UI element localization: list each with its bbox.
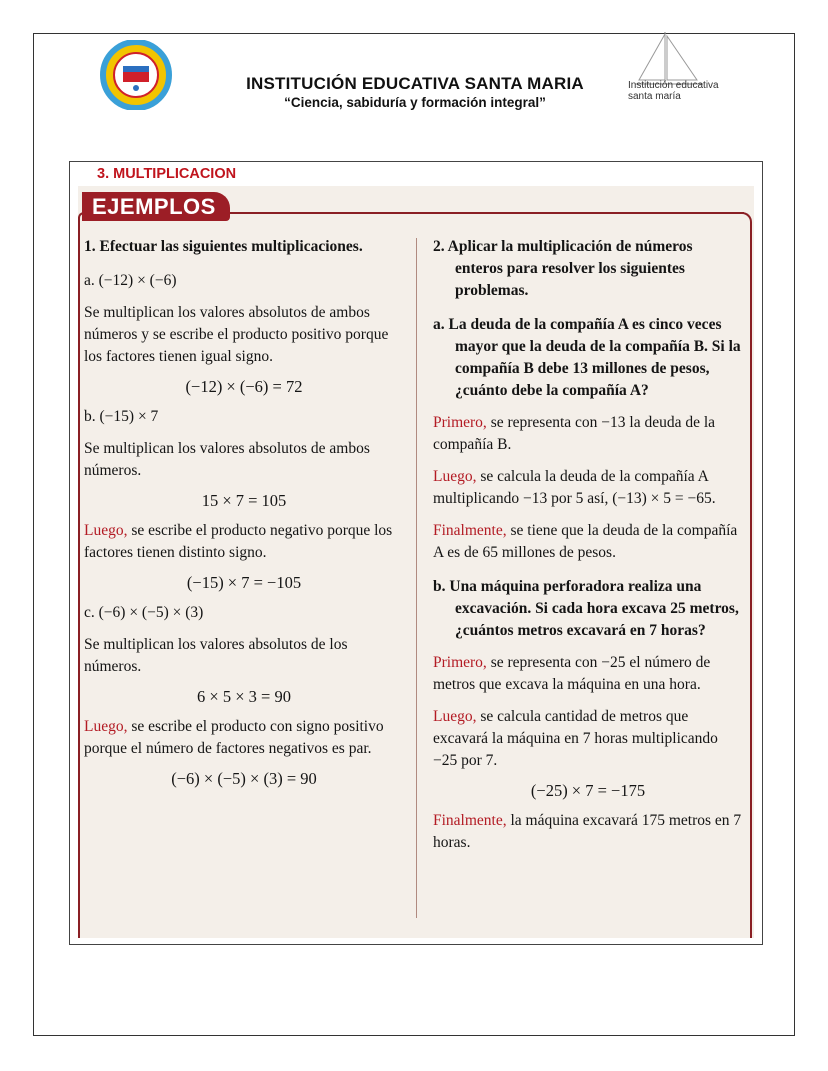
finalmente-label: Finalmente, xyxy=(433,522,507,539)
example-a-label: a. (−12) × (−6) xyxy=(84,272,177,289)
example-b-label: b. (−15) × 7 xyxy=(84,408,159,425)
primero-label: Primero, xyxy=(433,654,487,671)
school-title xyxy=(200,74,630,110)
question-2: 2. Aplicar la multiplicación de números enteros para resolver los siguientes problemas. xyxy=(433,238,693,299)
luego-label: Luego, xyxy=(84,522,128,539)
primero-label: Primero, xyxy=(433,414,487,431)
problem-b-step-3: Finalmente, la máquina excavará 175 metros en 7 horas. xyxy=(433,812,742,851)
frame-top-line xyxy=(188,212,744,214)
frame-right-edge xyxy=(742,212,752,938)
problem-b-equation: (−25) × 7 = −175 xyxy=(530,781,646,800)
example-b-text: Se multiplican los valores absolutos de ambos números. xyxy=(84,440,370,479)
example-c-text-2: Luego, se escribe el producto con signo positivo porque el número de factores negativos es par. xyxy=(84,718,384,757)
logo-right-caption: Institución educativa santa maría xyxy=(628,80,719,102)
left-column xyxy=(84,236,404,798)
problem-a-step-2: Luego, se calcula la deuda de la compañía A multiplicando −13 por 5 así, (−13) × 5 = −65. xyxy=(433,468,716,507)
problem-a: a. La deuda de la compañía A es cinco veces mayor que la deuda de la compañía B. Si la compañía B debe 13 millones de pesos, ¿cuánto debe la compañía A? xyxy=(433,316,741,399)
ejemplos-tab: EJEMPLOS xyxy=(82,192,230,221)
school-motto: “Ciencia, sabiduría y formación integral” xyxy=(284,95,546,110)
luego-label: Luego, xyxy=(433,708,477,725)
luego-label: Luego, xyxy=(433,468,477,485)
example-c-equation-2: (−6) × (−5) × (3) = 90 xyxy=(171,769,317,788)
problem-b-step-2: Luego, se calcula cantidad de metros que excavará la máquina en 7 horas multiplicando −25 por 7. xyxy=(433,708,718,769)
example-a-text: Se multiplican los valores absolutos de ambos números y se escribe el producto positivo porque los factores tienen igual signo. xyxy=(84,304,389,365)
example-b-equation-1: 15 × 7 = 105 xyxy=(201,491,287,510)
problem-b: b. Una máquina perforadora realiza una excavación. Si cada hora excava 25 metros, ¿cuántos metros excavará en 7 horas? xyxy=(433,578,739,639)
right-column xyxy=(433,236,743,854)
examples-scan xyxy=(78,186,754,938)
school-name: INSTITUCIÓN EDUCATIVA SANTA MARIA xyxy=(246,74,584,93)
problem-a-step-1: Primero, se representa con −13 la deuda de la compañía B. xyxy=(433,414,716,453)
question-1: 1. Efectuar las siguientes multiplicaciones. xyxy=(84,238,363,255)
luego-label: Luego, xyxy=(84,718,128,735)
finalmente-label: Finalmente, xyxy=(433,812,507,829)
school-crest-logo xyxy=(96,40,176,110)
problem-b-step-1: Primero, se representa con −25 el número de metros que excava la máquina en una hora. xyxy=(433,654,711,693)
example-c-text: Se multiplican los valores absolutos de los números. xyxy=(84,636,348,675)
example-c-label: c. (−6) × (−5) × (3) xyxy=(84,604,204,621)
column-divider xyxy=(416,238,417,918)
problem-a-step-3: Finalmente, se tiene que la deuda de la compañía A es de 65 millones de pesos. xyxy=(433,522,738,561)
example-b-equation-2: (−15) × 7 = −105 xyxy=(186,573,302,592)
sailboat-logo xyxy=(625,30,735,120)
example-c-equation-1: 6 × 5 × 3 = 90 xyxy=(197,687,291,706)
example-b-text-2: Luego, se escribe el producto negativo porque los factores tienen distinto signo. xyxy=(84,522,393,561)
section-title: 3. MULTIPLICACION xyxy=(97,166,237,182)
example-a-equation: (−12) × (−6) = 72 xyxy=(185,377,303,396)
